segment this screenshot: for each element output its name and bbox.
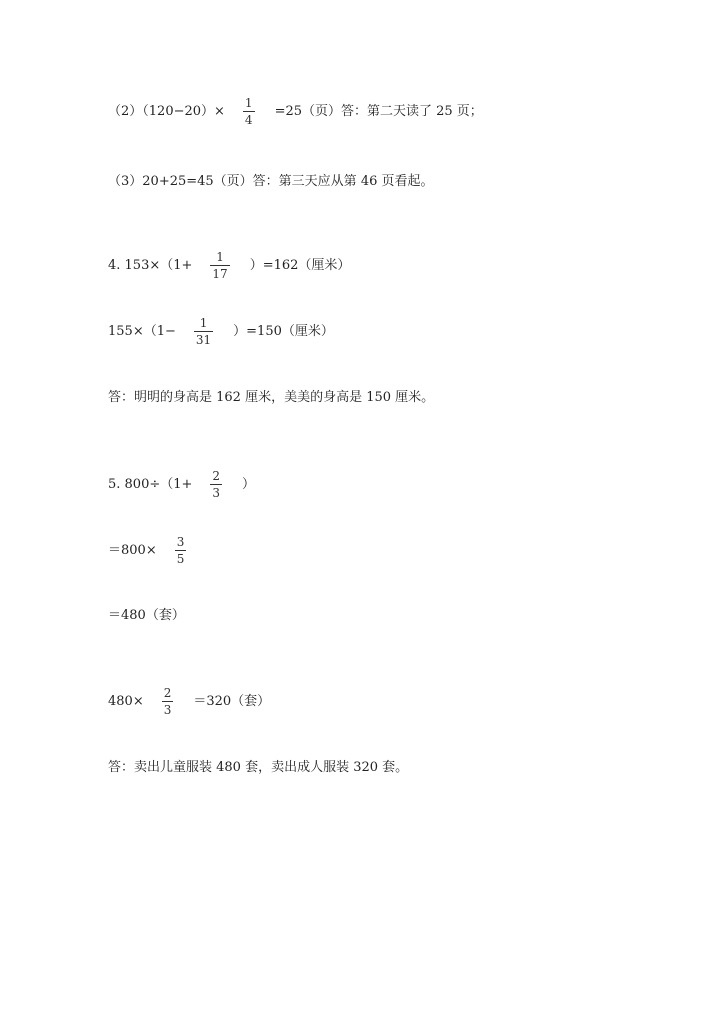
q5-answer-text: 答：卖出儿童服装 480 套，卖出成人服装 320 套。 <box>108 760 409 775</box>
q5-line1-expr: 5. 800÷（1+ <box>108 476 193 492</box>
q4-line2-expr: 155×（1− <box>108 323 176 339</box>
q4-line1 <box>108 250 350 281</box>
q5-line4 <box>108 686 270 717</box>
q4-line1-expr: 4. 153×（1+ <box>108 257 193 273</box>
q5-line1-close: ） <box>242 476 256 492</box>
q4-line2-result: ）=150（厘米） <box>233 323 334 339</box>
q3-part2-line <box>108 96 483 127</box>
q5-line2-expr: ＝800× <box>108 542 157 558</box>
q5-answer <box>108 758 408 778</box>
q4-answer-text: 答：明明的身高是 162 厘米，美美的身高是 150 厘米。 <box>108 390 435 405</box>
q3-part3-line <box>108 172 434 192</box>
q4-line2 <box>108 316 334 347</box>
fraction-1-31: $\frac{1}{31}$ <box>195 316 212 347</box>
fraction-1-4: $\frac{1}{4}$ <box>244 96 253 127</box>
fraction-3-5: $\frac{3}{5}$ <box>176 535 185 566</box>
q3-part2-expr: （2）（120−20）× <box>108 103 225 119</box>
q4-line1-result: ）=162（厘米） <box>249 257 351 273</box>
q5-line3 <box>108 606 185 626</box>
q5-line2 <box>108 535 190 566</box>
q4-answer <box>108 388 434 408</box>
q5-line3-text: ＝480（套） <box>108 608 185 623</box>
q3-part2-result: =25（页）答：第二天读了 25 页； <box>274 103 483 119</box>
fraction-2-3-b: $\frac{2}{3}$ <box>163 686 172 717</box>
q3-part3-text: （3）20+25=45（页）答：第三天应从第 46 页看起。 <box>108 174 434 189</box>
fraction-1-17: $\frac{1}{17}$ <box>212 250 228 281</box>
q5-line1 <box>108 469 255 500</box>
fraction-2-3-a: $\frac{2}{3}$ <box>212 469 221 500</box>
q5-line4-result: ＝320（套） <box>193 693 271 709</box>
q5-line4-expr: 480× <box>108 693 144 709</box>
